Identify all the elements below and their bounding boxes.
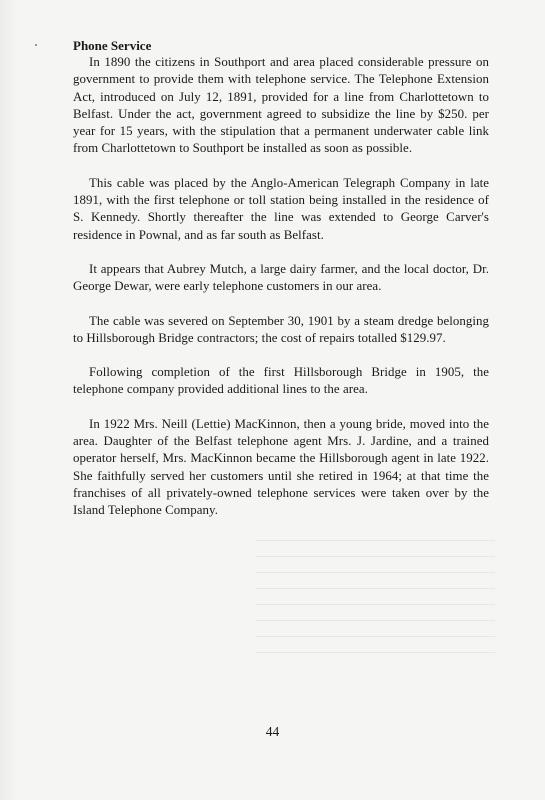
paragraph-2: This cable was placed by the Anglo-American Telegraph Company in late 1891, with the first telephone or toll station being installed in the residence of S. Kennedy. Shortly thereafter the line was extended to George Carver's residence in Pownal, and as far south as Belfast. [73,175,489,242]
paragraph-1: In 1890 the citizens in Southport and area placed considerable pressure on government to provide them with telephone service. The Telephone Extension Act, introduced on July 12, 1891, provided for a line from Charlottetown to Belfast. Under the act, government agreed to subsidize the line by $250. per year for 15 years, with the stipulation that a permanent underwater cable link from Charlottetown to Southport be installed as soon as possible. [73,55,489,156]
section-heading: Phone Service [73,38,152,53]
bleed-through-text [255,530,495,660]
page-number: 44 [265,724,280,739]
page-content [73,37,489,520]
paragraph-3: It appears that Aubrey Mutch, a large dairy farmer, and the local doctor, Dr. George Dewar, were early telephone customers in our area. [73,261,489,294]
paragraph-4: The cable was severed on September 30, 1901 by a steam dredge belonging to Hillsborough Bridge contractors; the cost of repairs totalled $129.97. [73,313,489,345]
paragraph-6: In 1922 Mrs. Neill (Lettie) MacKinnon, then a young bride, moved into the area. Daughter of the Belfast telephone agent Mrs. J. Jardine, and a trained operator herself, Mrs. MacKinnon became the Hillsborough agent in late 1922. She faithfully served her customers until she retired in 1964; at that time the franchises of all privately-owned telephone services were taken over by the Island Telephone Company. [73,416,489,518]
paragraph-5: Following completion of the first Hillsborough Bridge in 1905, the telephone company provided additional lines to the area. [73,365,489,397]
scan-speck [35,44,37,46]
